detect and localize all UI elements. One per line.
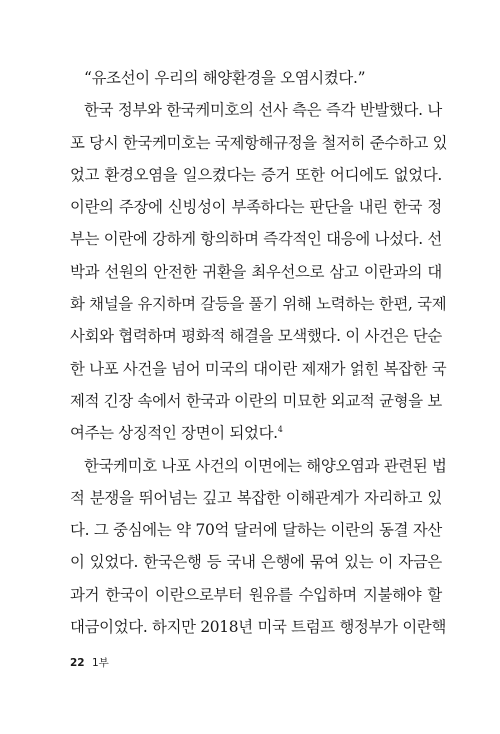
book-page-body	[70, 62, 448, 643]
text-line: 었고 환경오염을 일으켰다는 증거 또한 어디에도 없었다.	[70, 165, 442, 184]
text-line: 제적 긴장 속에서 한국과 이란의 미묘한 외교적 균형을 보	[70, 391, 442, 410]
text-line: 한 나포 사건을 넘어 미국의 대이란 제재가 얽힌 복잡한 국	[70, 359, 447, 378]
page-footer	[70, 655, 109, 670]
page-number: 22	[70, 657, 85, 669]
quote-paragraph	[70, 62, 442, 94]
text-line: 다. 그 중심에는 약 70억 달러에 달하는 이란의 동결 자산	[70, 521, 442, 540]
text-line	[70, 417, 442, 449]
text-line: 대금이었다. 하지만 2018년 미국 트럼프 행정부가 이란핵	[70, 618, 447, 637]
text-line: “유조선이 우리의 해양환경을 오염시켰다.”	[84, 69, 366, 87]
text-line: 한국케미호 나포 사건의 이면에는 해양오염과 관련된 법	[84, 456, 447, 475]
text-line: 과거 한국이 이란으로부터 원유를 수입하며 지불해야 할	[70, 585, 442, 604]
text-line: 박과 선원의 안전한 귀환을 최우선으로 삼고 이란과의 대	[70, 262, 442, 281]
text-line: 화 채널을 유지하며 갈등을 풀기 위해 노력하는 한편, 국제	[70, 295, 447, 314]
text-line: 적 분쟁을 뛰어넘는 깊고 복잡한 이해관계가 자리하고 있	[70, 488, 442, 507]
text-line: 부는 이란에 강하게 항의하며 즉각적인 대응에 나섰다. 선	[70, 230, 442, 249]
text-line: 한국 정부와 한국케미호의 선사 측은 즉각 반발했다. 나	[84, 101, 442, 120]
footnote-marker[interactable]: 4	[277, 425, 283, 435]
text-line: 포 당시 한국케미호는 국제항해규정을 철저히 준수하고 있	[70, 133, 448, 152]
text-line: 이 있었다. 한국은행 등 국내 은행에 묶여 있는 이 자금은	[70, 553, 442, 572]
text-line-content: 여주는 상징적인 장면이 되었다.	[70, 424, 278, 443]
text-line: 이란의 주장에 신빙성이 부족하다는 판단을 내린 한국 정	[70, 198, 442, 217]
part-label: 1부	[91, 657, 109, 669]
body-paragraph	[70, 450, 447, 644]
body-paragraph	[70, 94, 448, 449]
text-line: 사회와 협력하며 평화적 해결을 모색했다. 이 사건은 단순	[70, 327, 442, 346]
